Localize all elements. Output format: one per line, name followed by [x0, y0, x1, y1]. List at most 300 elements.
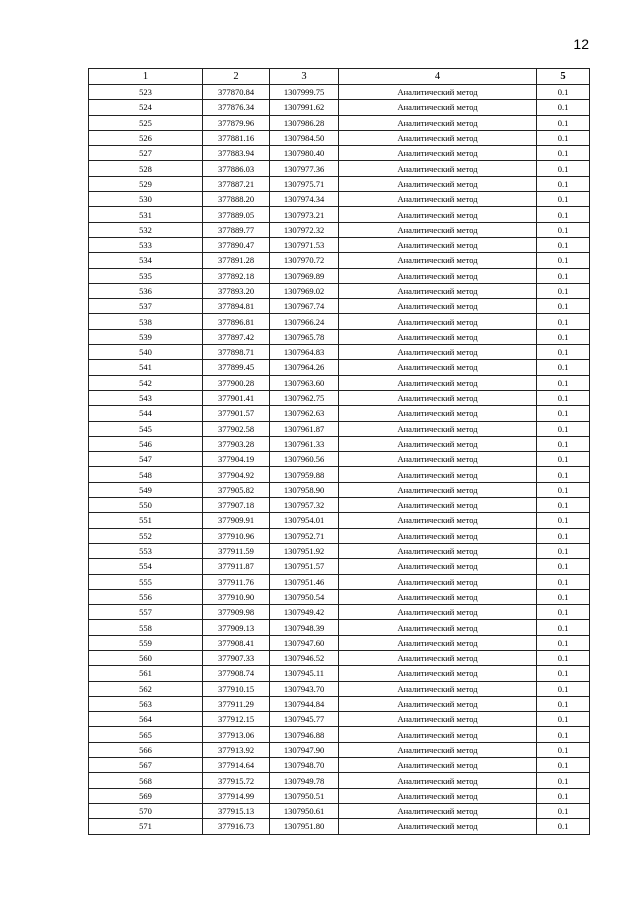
method-cell: Аналитический метод — [339, 467, 537, 482]
accuracy-cell: 0.1 — [537, 314, 590, 329]
x-coordinate-cell: 377904.92 — [203, 467, 270, 482]
table-row — [89, 85, 590, 100]
accuracy-cell: 0.1 — [537, 452, 590, 467]
x-coordinate-cell: 377876.34 — [203, 100, 270, 115]
method-cell: Аналитический метод — [339, 299, 537, 314]
table-row — [89, 345, 590, 360]
point-number-cell: 555 — [89, 574, 203, 589]
method-cell: Аналитический метод — [339, 253, 537, 268]
y-coordinate-cell: 1307951.46 — [270, 574, 339, 589]
accuracy-cell: 0.1 — [537, 773, 590, 788]
point-number-cell: 535 — [89, 268, 203, 283]
table-row — [89, 207, 590, 222]
y-coordinate-cell: 1307948.70 — [270, 758, 339, 773]
point-number-cell: 530 — [89, 192, 203, 207]
y-coordinate-cell: 1307962.63 — [270, 406, 339, 421]
table-row — [89, 390, 590, 405]
y-coordinate-cell: 1307950.54 — [270, 589, 339, 604]
table-row — [89, 130, 590, 145]
y-coordinate-cell: 1307969.02 — [270, 283, 339, 298]
header-row — [89, 69, 590, 85]
accuracy-cell: 0.1 — [537, 222, 590, 237]
x-coordinate-cell: 377908.41 — [203, 635, 270, 650]
point-number-cell: 554 — [89, 559, 203, 574]
table-row — [89, 192, 590, 207]
x-coordinate-cell: 377879.96 — [203, 115, 270, 130]
table-row — [89, 650, 590, 665]
method-cell: Аналитический метод — [339, 574, 537, 589]
y-coordinate-cell: 1307947.90 — [270, 742, 339, 757]
table-row — [89, 146, 590, 161]
method-cell: Аналитический метод — [339, 635, 537, 650]
x-coordinate-cell: 377889.77 — [203, 222, 270, 237]
table-row — [89, 467, 590, 482]
page-number: 12 — [573, 36, 589, 52]
x-coordinate-cell: 377908.74 — [203, 666, 270, 681]
x-coordinate-cell: 377911.76 — [203, 574, 270, 589]
y-coordinate-cell: 1307963.60 — [270, 375, 339, 390]
accuracy-cell: 0.1 — [537, 115, 590, 130]
y-coordinate-cell: 1307954.01 — [270, 513, 339, 528]
point-number-cell: 541 — [89, 360, 203, 375]
y-coordinate-cell: 1307961.33 — [270, 436, 339, 451]
x-coordinate-cell: 377913.92 — [203, 742, 270, 757]
table-row — [89, 237, 590, 252]
table-row — [89, 222, 590, 237]
accuracy-cell: 0.1 — [537, 390, 590, 405]
table-row — [89, 788, 590, 803]
y-coordinate-cell: 1307977.36 — [270, 161, 339, 176]
table-row — [89, 513, 590, 528]
x-coordinate-cell: 377894.81 — [203, 299, 270, 314]
y-coordinate-cell: 1307951.80 — [270, 819, 339, 834]
accuracy-cell: 0.1 — [537, 345, 590, 360]
y-coordinate-cell: 1307949.78 — [270, 773, 339, 788]
point-number-cell: 556 — [89, 589, 203, 604]
table-row — [89, 314, 590, 329]
accuracy-cell: 0.1 — [537, 559, 590, 574]
point-number-cell: 564 — [89, 712, 203, 727]
y-coordinate-cell: 1307961.87 — [270, 421, 339, 436]
point-number-cell: 566 — [89, 742, 203, 757]
accuracy-cell: 0.1 — [537, 192, 590, 207]
method-cell: Аналитический метод — [339, 650, 537, 665]
table-row — [89, 498, 590, 513]
accuracy-cell: 0.1 — [537, 696, 590, 711]
accuracy-cell: 0.1 — [537, 161, 590, 176]
x-coordinate-cell: 377898.71 — [203, 345, 270, 360]
table-row — [89, 635, 590, 650]
coordinates-table — [88, 68, 590, 835]
x-coordinate-cell: 377889.05 — [203, 207, 270, 222]
point-number-cell: 543 — [89, 390, 203, 405]
accuracy-cell: 0.1 — [537, 283, 590, 298]
method-cell: Аналитический метод — [339, 712, 537, 727]
accuracy-cell: 0.1 — [537, 498, 590, 513]
method-cell: Аналитический метод — [339, 314, 537, 329]
y-coordinate-cell: 1307973.21 — [270, 207, 339, 222]
method-cell: Аналитический метод — [339, 222, 537, 237]
method-cell: Аналитический метод — [339, 115, 537, 130]
point-number-cell: 542 — [89, 375, 203, 390]
accuracy-cell: 0.1 — [537, 207, 590, 222]
table-row — [89, 559, 590, 574]
point-number-cell: 557 — [89, 605, 203, 620]
x-coordinate-cell: 377907.18 — [203, 498, 270, 513]
table-row — [89, 620, 590, 635]
x-coordinate-cell: 377905.82 — [203, 482, 270, 497]
accuracy-cell: 0.1 — [537, 100, 590, 115]
x-coordinate-cell: 377881.16 — [203, 130, 270, 145]
table-row — [89, 115, 590, 130]
accuracy-cell: 0.1 — [537, 176, 590, 191]
x-coordinate-cell: 377893.20 — [203, 283, 270, 298]
y-coordinate-cell: 1307984.50 — [270, 130, 339, 145]
point-number-cell: 548 — [89, 467, 203, 482]
x-coordinate-cell: 377909.98 — [203, 605, 270, 620]
point-number-cell: 546 — [89, 436, 203, 451]
header-col-2: 2 — [203, 69, 270, 85]
method-cell: Аналитический метод — [339, 513, 537, 528]
x-coordinate-cell: 377913.06 — [203, 727, 270, 742]
y-coordinate-cell: 1307965.78 — [270, 329, 339, 344]
table-row — [89, 681, 590, 696]
method-cell: Аналитический метод — [339, 773, 537, 788]
point-number-cell: 549 — [89, 482, 203, 497]
method-cell: Аналитический метод — [339, 176, 537, 191]
y-coordinate-cell: 1307967.74 — [270, 299, 339, 314]
y-coordinate-cell: 1307970.72 — [270, 253, 339, 268]
x-coordinate-cell: 377910.15 — [203, 681, 270, 696]
x-coordinate-cell: 377887.21 — [203, 176, 270, 191]
x-coordinate-cell: 377915.72 — [203, 773, 270, 788]
method-cell: Аналитический метод — [339, 390, 537, 405]
accuracy-cell: 0.1 — [537, 666, 590, 681]
y-coordinate-cell: 1307950.51 — [270, 788, 339, 803]
y-coordinate-cell: 1307969.89 — [270, 268, 339, 283]
method-cell: Аналитический метод — [339, 620, 537, 635]
x-coordinate-cell: 377900.28 — [203, 375, 270, 390]
accuracy-cell: 0.1 — [537, 130, 590, 145]
point-number-cell: 567 — [89, 758, 203, 773]
point-number-cell: 540 — [89, 345, 203, 360]
point-number-cell: 525 — [89, 115, 203, 130]
accuracy-cell: 0.1 — [537, 803, 590, 818]
header-col-1: 1 — [89, 69, 203, 85]
method-cell: Аналитический метод — [339, 742, 537, 757]
y-coordinate-cell: 1307960.56 — [270, 452, 339, 467]
point-number-cell: 547 — [89, 452, 203, 467]
table-row — [89, 329, 590, 344]
table-row — [89, 283, 590, 298]
accuracy-cell: 0.1 — [537, 727, 590, 742]
y-coordinate-cell: 1307948.39 — [270, 620, 339, 635]
header-col-3: 3 — [270, 69, 339, 85]
y-coordinate-cell: 1307949.42 — [270, 605, 339, 620]
point-number-cell: 537 — [89, 299, 203, 314]
x-coordinate-cell: 377901.41 — [203, 390, 270, 405]
table-row — [89, 666, 590, 681]
point-number-cell: 529 — [89, 176, 203, 191]
table-row — [89, 176, 590, 191]
accuracy-cell: 0.1 — [537, 620, 590, 635]
x-coordinate-cell: 377888.20 — [203, 192, 270, 207]
accuracy-cell: 0.1 — [537, 543, 590, 558]
method-cell: Аналитический метод — [339, 498, 537, 513]
accuracy-cell: 0.1 — [537, 758, 590, 773]
method-cell: Аналитический метод — [339, 375, 537, 390]
method-cell: Аналитический метод — [339, 421, 537, 436]
point-number-cell: 568 — [89, 773, 203, 788]
x-coordinate-cell: 377870.84 — [203, 85, 270, 100]
table-row — [89, 727, 590, 742]
accuracy-cell: 0.1 — [537, 421, 590, 436]
point-number-cell: 569 — [89, 788, 203, 803]
point-number-cell: 534 — [89, 253, 203, 268]
method-cell: Аналитический метод — [339, 803, 537, 818]
y-coordinate-cell: 1307999.75 — [270, 85, 339, 100]
accuracy-cell: 0.1 — [537, 482, 590, 497]
table-header — [89, 69, 590, 85]
table-row — [89, 421, 590, 436]
point-number-cell: 536 — [89, 283, 203, 298]
x-coordinate-cell: 377915.13 — [203, 803, 270, 818]
x-coordinate-cell: 377904.19 — [203, 452, 270, 467]
method-cell: Аналитический метод — [339, 406, 537, 421]
point-number-cell: 544 — [89, 406, 203, 421]
y-coordinate-cell: 1307964.26 — [270, 360, 339, 375]
y-coordinate-cell: 1307945.11 — [270, 666, 339, 681]
table-row — [89, 589, 590, 604]
header-col-5: 5 — [537, 69, 590, 85]
y-coordinate-cell: 1307952.71 — [270, 528, 339, 543]
y-coordinate-cell: 1307966.24 — [270, 314, 339, 329]
table-row — [89, 406, 590, 421]
table-row — [89, 742, 590, 757]
table-row — [89, 452, 590, 467]
accuracy-cell: 0.1 — [537, 406, 590, 421]
point-number-cell: 523 — [89, 85, 203, 100]
accuracy-cell: 0.1 — [537, 467, 590, 482]
table-row — [89, 253, 590, 268]
y-coordinate-cell: 1307957.32 — [270, 498, 339, 513]
method-cell: Аналитический метод — [339, 436, 537, 451]
x-coordinate-cell: 377901.57 — [203, 406, 270, 421]
point-number-cell: 571 — [89, 819, 203, 834]
x-coordinate-cell: 377899.45 — [203, 360, 270, 375]
method-cell: Аналитический метод — [339, 146, 537, 161]
accuracy-cell: 0.1 — [537, 681, 590, 696]
x-coordinate-cell: 377883.94 — [203, 146, 270, 161]
point-number-cell: 553 — [89, 543, 203, 558]
accuracy-cell: 0.1 — [537, 819, 590, 834]
point-number-cell: 562 — [89, 681, 203, 696]
point-number-cell: 565 — [89, 727, 203, 742]
method-cell: Аналитический метод — [339, 819, 537, 834]
method-cell: Аналитический метод — [339, 681, 537, 696]
table-row — [89, 696, 590, 711]
accuracy-cell: 0.1 — [537, 788, 590, 803]
accuracy-cell: 0.1 — [537, 299, 590, 314]
table-row — [89, 268, 590, 283]
point-number-cell: 533 — [89, 237, 203, 252]
y-coordinate-cell: 1307975.71 — [270, 176, 339, 191]
method-cell: Аналитический метод — [339, 268, 537, 283]
accuracy-cell: 0.1 — [537, 237, 590, 252]
method-cell: Аналитический метод — [339, 130, 537, 145]
accuracy-cell: 0.1 — [537, 268, 590, 283]
y-coordinate-cell: 1307947.60 — [270, 635, 339, 650]
y-coordinate-cell: 1307964.83 — [270, 345, 339, 360]
y-coordinate-cell: 1307958.90 — [270, 482, 339, 497]
method-cell: Аналитический метод — [339, 788, 537, 803]
method-cell: Аналитический метод — [339, 100, 537, 115]
accuracy-cell: 0.1 — [537, 742, 590, 757]
accuracy-cell: 0.1 — [537, 650, 590, 665]
x-coordinate-cell: 377896.81 — [203, 314, 270, 329]
point-number-cell: 528 — [89, 161, 203, 176]
table-row — [89, 100, 590, 115]
method-cell: Аналитический метод — [339, 207, 537, 222]
accuracy-cell: 0.1 — [537, 528, 590, 543]
y-coordinate-cell: 1307974.34 — [270, 192, 339, 207]
point-number-cell: 526 — [89, 130, 203, 145]
point-number-cell: 561 — [89, 666, 203, 681]
method-cell: Аналитический метод — [339, 161, 537, 176]
point-number-cell: 570 — [89, 803, 203, 818]
x-coordinate-cell: 377902.58 — [203, 421, 270, 436]
method-cell: Аналитический метод — [339, 727, 537, 742]
method-cell: Аналитический метод — [339, 543, 537, 558]
point-number-cell: 552 — [89, 528, 203, 543]
x-coordinate-cell: 377890.47 — [203, 237, 270, 252]
x-coordinate-cell: 377892.18 — [203, 268, 270, 283]
accuracy-cell: 0.1 — [537, 85, 590, 100]
table-row — [89, 528, 590, 543]
point-number-cell: 550 — [89, 498, 203, 513]
table-row — [89, 773, 590, 788]
x-coordinate-cell: 377916.73 — [203, 819, 270, 834]
method-cell: Аналитический метод — [339, 696, 537, 711]
point-number-cell: 539 — [89, 329, 203, 344]
x-coordinate-cell: 377911.59 — [203, 543, 270, 558]
x-coordinate-cell: 377911.87 — [203, 559, 270, 574]
x-coordinate-cell: 377909.91 — [203, 513, 270, 528]
y-coordinate-cell: 1307943.70 — [270, 681, 339, 696]
table-row — [89, 605, 590, 620]
table-row — [89, 712, 590, 727]
y-coordinate-cell: 1307950.61 — [270, 803, 339, 818]
method-cell: Аналитический метод — [339, 85, 537, 100]
accuracy-cell: 0.1 — [537, 605, 590, 620]
x-coordinate-cell: 377897.42 — [203, 329, 270, 344]
x-coordinate-cell: 377912.15 — [203, 712, 270, 727]
table-row — [89, 299, 590, 314]
x-coordinate-cell: 377914.99 — [203, 788, 270, 803]
accuracy-cell: 0.1 — [537, 375, 590, 390]
accuracy-cell: 0.1 — [537, 513, 590, 528]
x-coordinate-cell: 377910.96 — [203, 528, 270, 543]
y-coordinate-cell: 1307945.77 — [270, 712, 339, 727]
accuracy-cell: 0.1 — [537, 436, 590, 451]
point-number-cell: 538 — [89, 314, 203, 329]
y-coordinate-cell: 1307946.52 — [270, 650, 339, 665]
table-row — [89, 375, 590, 390]
table-row — [89, 803, 590, 818]
table-row — [89, 482, 590, 497]
x-coordinate-cell: 377910.90 — [203, 589, 270, 604]
x-coordinate-cell: 377909.13 — [203, 620, 270, 635]
method-cell: Аналитический метод — [339, 589, 537, 604]
point-number-cell: 527 — [89, 146, 203, 161]
accuracy-cell: 0.1 — [537, 253, 590, 268]
x-coordinate-cell: 377914.64 — [203, 758, 270, 773]
point-number-cell: 545 — [89, 421, 203, 436]
y-coordinate-cell: 1307962.75 — [270, 390, 339, 405]
y-coordinate-cell: 1307951.57 — [270, 559, 339, 574]
table-body — [89, 85, 590, 835]
method-cell: Аналитический метод — [339, 360, 537, 375]
point-number-cell: 532 — [89, 222, 203, 237]
y-coordinate-cell: 1307980.40 — [270, 146, 339, 161]
accuracy-cell: 0.1 — [537, 146, 590, 161]
accuracy-cell: 0.1 — [537, 574, 590, 589]
point-number-cell: 558 — [89, 620, 203, 635]
table-row — [89, 360, 590, 375]
table-row — [89, 161, 590, 176]
header-col-4: 4 — [339, 69, 537, 85]
x-coordinate-cell: 377907.33 — [203, 650, 270, 665]
x-coordinate-cell: 377911.29 — [203, 696, 270, 711]
point-number-cell: 524 — [89, 100, 203, 115]
accuracy-cell: 0.1 — [537, 589, 590, 604]
method-cell: Аналитический метод — [339, 345, 537, 360]
table-row — [89, 436, 590, 451]
point-number-cell: 563 — [89, 696, 203, 711]
method-cell: Аналитический метод — [339, 605, 537, 620]
x-coordinate-cell: 377886.03 — [203, 161, 270, 176]
y-coordinate-cell: 1307951.92 — [270, 543, 339, 558]
y-coordinate-cell: 1307971.53 — [270, 237, 339, 252]
point-number-cell: 559 — [89, 635, 203, 650]
y-coordinate-cell: 1307991.62 — [270, 100, 339, 115]
method-cell: Аналитический метод — [339, 559, 537, 574]
y-coordinate-cell: 1307986.28 — [270, 115, 339, 130]
table-row — [89, 758, 590, 773]
point-number-cell: 560 — [89, 650, 203, 665]
y-coordinate-cell: 1307946.88 — [270, 727, 339, 742]
method-cell: Аналитический метод — [339, 237, 537, 252]
accuracy-cell: 0.1 — [537, 712, 590, 727]
accuracy-cell: 0.1 — [537, 329, 590, 344]
method-cell: Аналитический метод — [339, 329, 537, 344]
x-coordinate-cell: 377891.28 — [203, 253, 270, 268]
method-cell: Аналитический метод — [339, 283, 537, 298]
method-cell: Аналитический метод — [339, 528, 537, 543]
point-number-cell: 551 — [89, 513, 203, 528]
y-coordinate-cell: 1307959.88 — [270, 467, 339, 482]
y-coordinate-cell: 1307972.32 — [270, 222, 339, 237]
accuracy-cell: 0.1 — [537, 360, 590, 375]
table-row — [89, 543, 590, 558]
method-cell: Аналитический метод — [339, 452, 537, 467]
y-coordinate-cell: 1307944.84 — [270, 696, 339, 711]
table-row — [89, 819, 590, 834]
method-cell: Аналитический метод — [339, 192, 537, 207]
point-number-cell: 531 — [89, 207, 203, 222]
x-coordinate-cell: 377903.28 — [203, 436, 270, 451]
method-cell: Аналитический метод — [339, 482, 537, 497]
